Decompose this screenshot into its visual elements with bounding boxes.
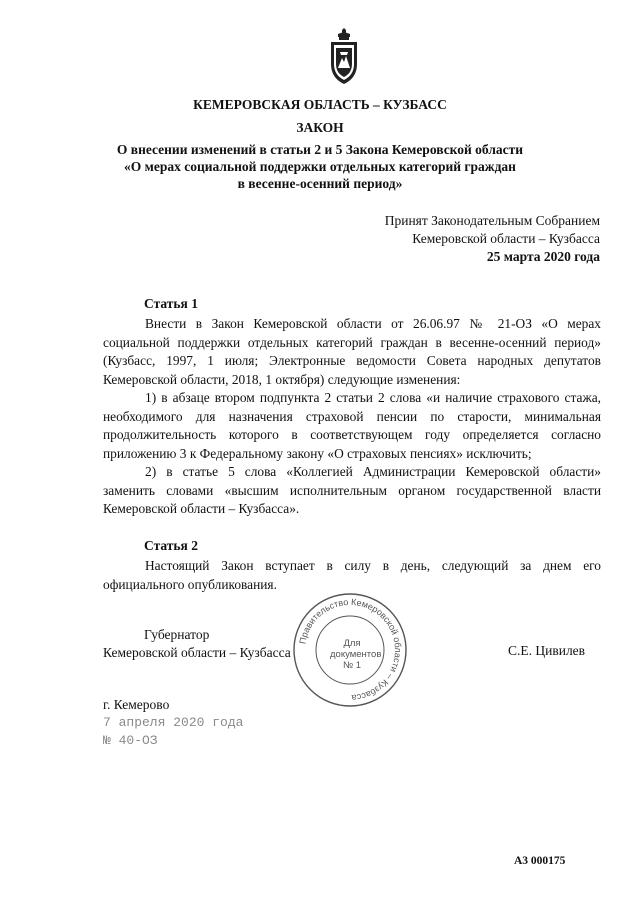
article-2-text: Настоящий Закон вступает в силу в день, следующий за днем его официального опубликования.	[103, 558, 601, 592]
signatory-title: Губернатор	[144, 627, 210, 642]
law-title-line: в весенне-осенний период»	[237, 176, 403, 191]
seal-inner-line: документов	[330, 649, 382, 660]
seal-inner-line: Для	[343, 638, 361, 649]
article-1-body	[103, 315, 601, 519]
region-heading: КЕМЕРОВСКАЯ ОБЛАСТЬ – КУЗБАСС	[193, 97, 447, 112]
seal-inner-line: № 1	[342, 660, 362, 671]
adoption-block	[300, 212, 600, 266]
adopted-body-line: Кемеровской области – Кузбасса	[412, 231, 600, 246]
article-1-item-1: 1) в абзаце втором подпункта 2 статьи 2 слова «и наличие страхового стажа, необходимого для назначения страховой пенсии по старости, минимальная продолжительность которого в соответствующем году определяется согласно приложению 3 к Федеральному закону «О страховых пенсиях» исключить;	[103, 390, 601, 461]
article-1-heading: Статья 1	[144, 296, 198, 311]
signatory-name: С.Е. Цивилев	[508, 643, 586, 658]
adoption-date: 25 марта 2020 года	[486, 249, 600, 264]
coat-of-arms-emblem	[328, 28, 360, 86]
seal-ring-text: Правительство Кемеровской области – Кузбасса	[297, 596, 404, 704]
adopted-by-line: Принят Законодательным Собранием	[384, 213, 600, 228]
law-title-line: О внесении изменений в статьи 2 и 5 Закона Кемеровской области	[116, 142, 524, 157]
form-serial-code: А3 000175	[514, 855, 566, 867]
article-1-intro: Внести в Закон Кемеровской области от 26.06.97 № 21-ОЗ «О мерах социальной поддержки отдельных категорий граждан в весенне-осенний период» (Кузбасс, 1997, 1 июля; Электронные ведомости Совета народных депутатов Кемеровской области, 2018, 1 октября) следующие изменения:	[103, 316, 601, 387]
signatory-region: Кемеровской области – Кузбасса	[103, 645, 291, 660]
registration-number: № 40-ОЗ	[103, 733, 158, 748]
law-title-line: «О мерах социальной поддержки отдельных категорий граждан	[124, 159, 516, 174]
registration-date: 7 апреля 2020 года	[103, 715, 244, 730]
law-title	[0, 141, 640, 192]
document-type: ЗАКОН	[296, 120, 344, 135]
article-1-item-2: 2) в статье 5 слова «Коллегией Администрации Кемеровской области» заменить словами «высшим исполнительным органом государственной власти Кемеровской области – Кузбасса».	[103, 464, 601, 516]
place-of-signing: г. Кемерово	[103, 697, 170, 712]
seal-inner-text	[330, 638, 382, 671]
article-2-body	[103, 557, 601, 594]
article-2-heading: Статья 2	[144, 538, 198, 553]
